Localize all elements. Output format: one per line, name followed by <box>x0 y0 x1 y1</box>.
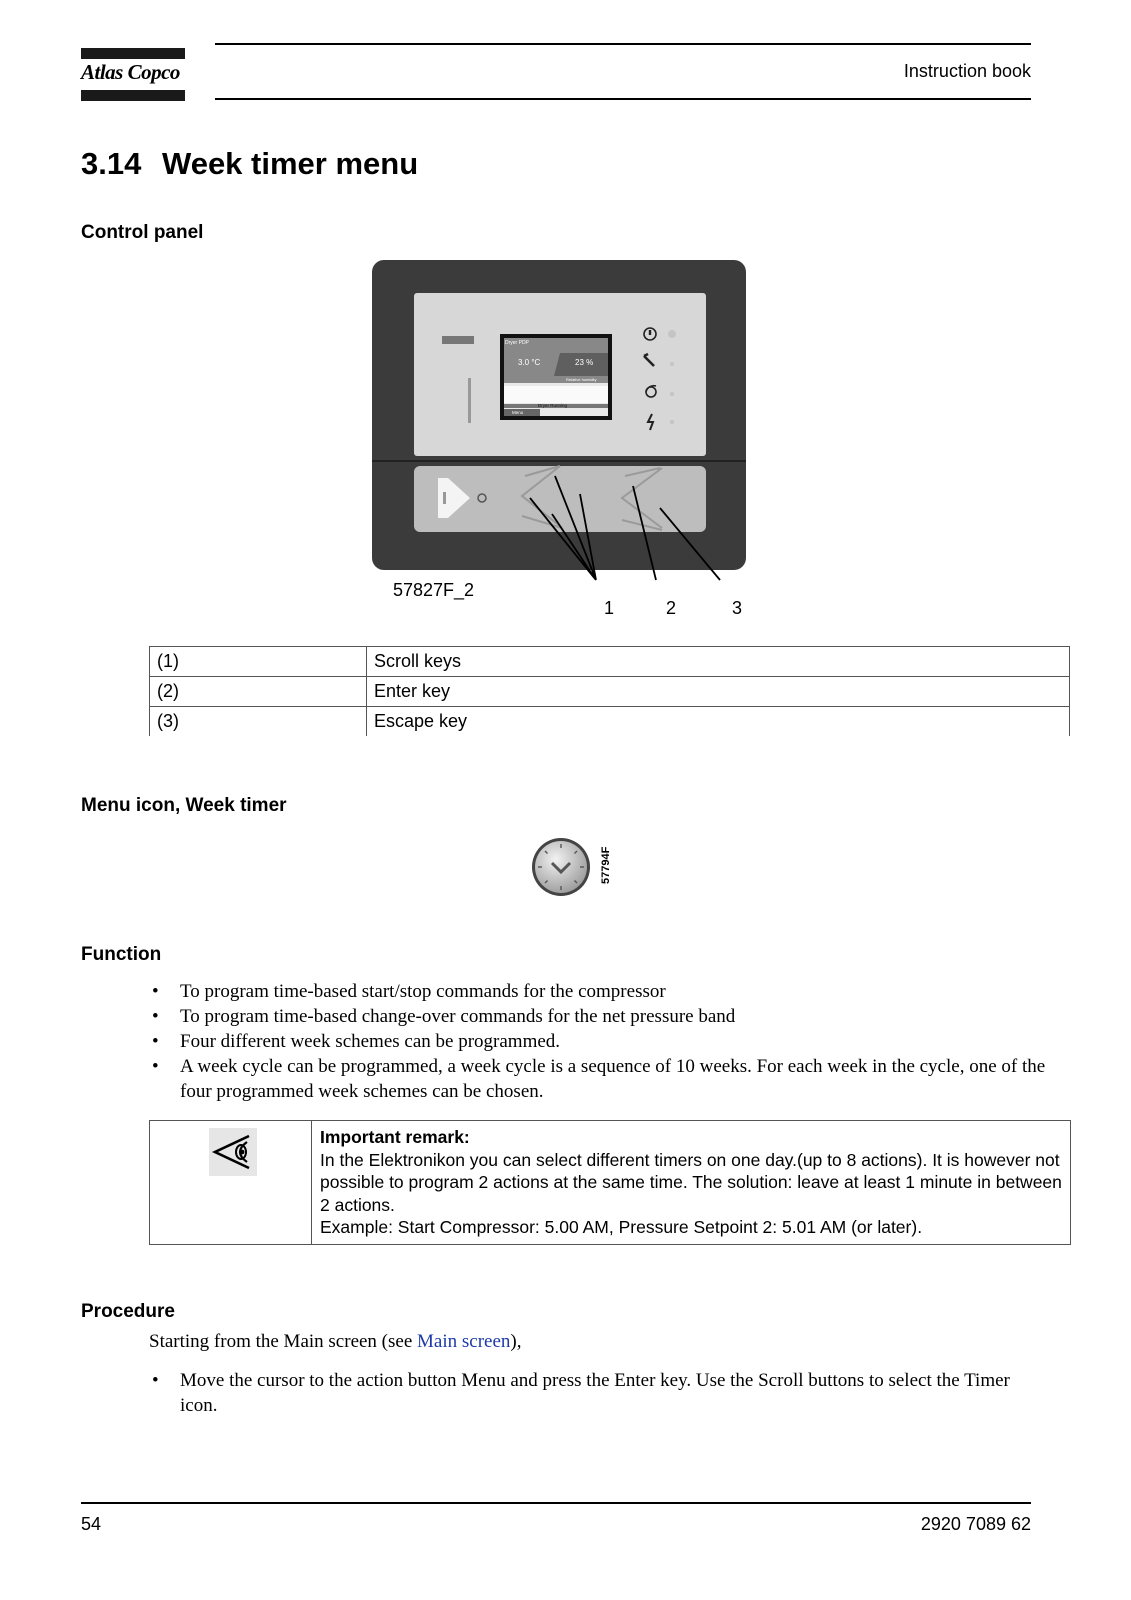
procedure-intro: Starting from the Main screen (see Main screen), <box>149 1331 522 1352</box>
menu-icon-heading: Menu icon, Week timer <box>81 795 287 816</box>
table-row <box>150 677 1070 707</box>
clock-icon <box>530 836 592 898</box>
page-number: 54 <box>81 1514 102 1534</box>
key-ref: (1) <box>150 647 367 677</box>
document-number: 2920 7089 62 <box>920 1514 1031 1534</box>
key-ref: (3) <box>150 707 367 737</box>
list-item: • A week cycle can be programmed, a week cycle is a sequence of 10 weeks. For each week in the cycle, one of the four programmed week schemes can be chosen. <box>152 1056 1046 1102</box>
table-row <box>150 647 1070 677</box>
key-name: Scroll keys <box>367 647 1070 677</box>
screen-status: Dryer Running <box>538 403 568 408</box>
key-name: Enter key <box>367 677 1070 707</box>
section-number: 3.14 <box>81 146 142 181</box>
procedure-heading: Procedure <box>81 1301 175 1322</box>
function-list <box>149 979 1049 1104</box>
screen-value-humidity: 23 % <box>575 358 594 367</box>
list-item: • Move the cursor to the action button Menu and press the Enter key. Use the Scroll buttons to select the Timer icon. <box>152 1370 1010 1416</box>
procedure-list <box>149 1368 1049 1418</box>
section-title: Week timer menu <box>162 146 419 181</box>
header-rule-bottom <box>215 98 1031 100</box>
list-item: • Four different week schemes can be programmed. <box>152 1031 561 1052</box>
control-panel-heading: Control panel <box>81 222 204 243</box>
icon-figure-id: 57794F <box>600 846 612 884</box>
logo-text: Atlas Copco <box>81 60 180 84</box>
eye-icon <box>209 1128 257 1176</box>
remark-body: In the Elektronikon you can select different timers on one day.(up to 8 actions). It is however not possible to program 2 actions at the same time. The solution: leave at least 1 minute in between 2 actions. <box>320 1149 1062 1215</box>
key-ref: (2) <box>150 677 367 707</box>
screen-label-top: Dryer PDP <box>505 340 529 346</box>
figure-id: 57827F_2 <box>393 580 475 600</box>
remark-title: Important remark: <box>320 1127 470 1147</box>
list-item: • To program time-based change-over commands for the net pressure band <box>152 1006 736 1027</box>
control-panel-illustration <box>370 258 770 618</box>
list-item: • To program time-based start/stop commands for the compressor <box>152 981 666 1002</box>
header-title: Instruction book <box>903 61 1031 81</box>
remark-example: Example: Start Compressor: 5.00 AM, Pressure Setpoint 2: 5.01 AM (or later). <box>320 1217 923 1237</box>
main-screen-link[interactable]: Main screen <box>417 1331 511 1352</box>
callout-3: 3 <box>732 598 743 618</box>
screen-value-temp: 3.0 °C <box>518 358 541 367</box>
callout-2: 2 <box>666 598 677 618</box>
table-row <box>150 707 1070 737</box>
important-remark-box <box>149 1120 1071 1245</box>
week-timer-icon-figure <box>530 836 620 898</box>
page-title <box>81 146 418 182</box>
keys-table <box>149 646 1070 736</box>
function-heading: Function <box>81 944 162 965</box>
screen-label-humidity: Relative humidity <box>566 377 597 382</box>
control-panel-figure <box>370 258 770 618</box>
remark-text <box>320 1126 1065 1239</box>
key-name: Escape key <box>367 707 1070 737</box>
header-rule-top <box>215 43 1031 45</box>
screen-menu-button: Menu <box>512 410 524 415</box>
callout-1: 1 <box>604 598 615 618</box>
footer-rule <box>81 1502 1031 1504</box>
